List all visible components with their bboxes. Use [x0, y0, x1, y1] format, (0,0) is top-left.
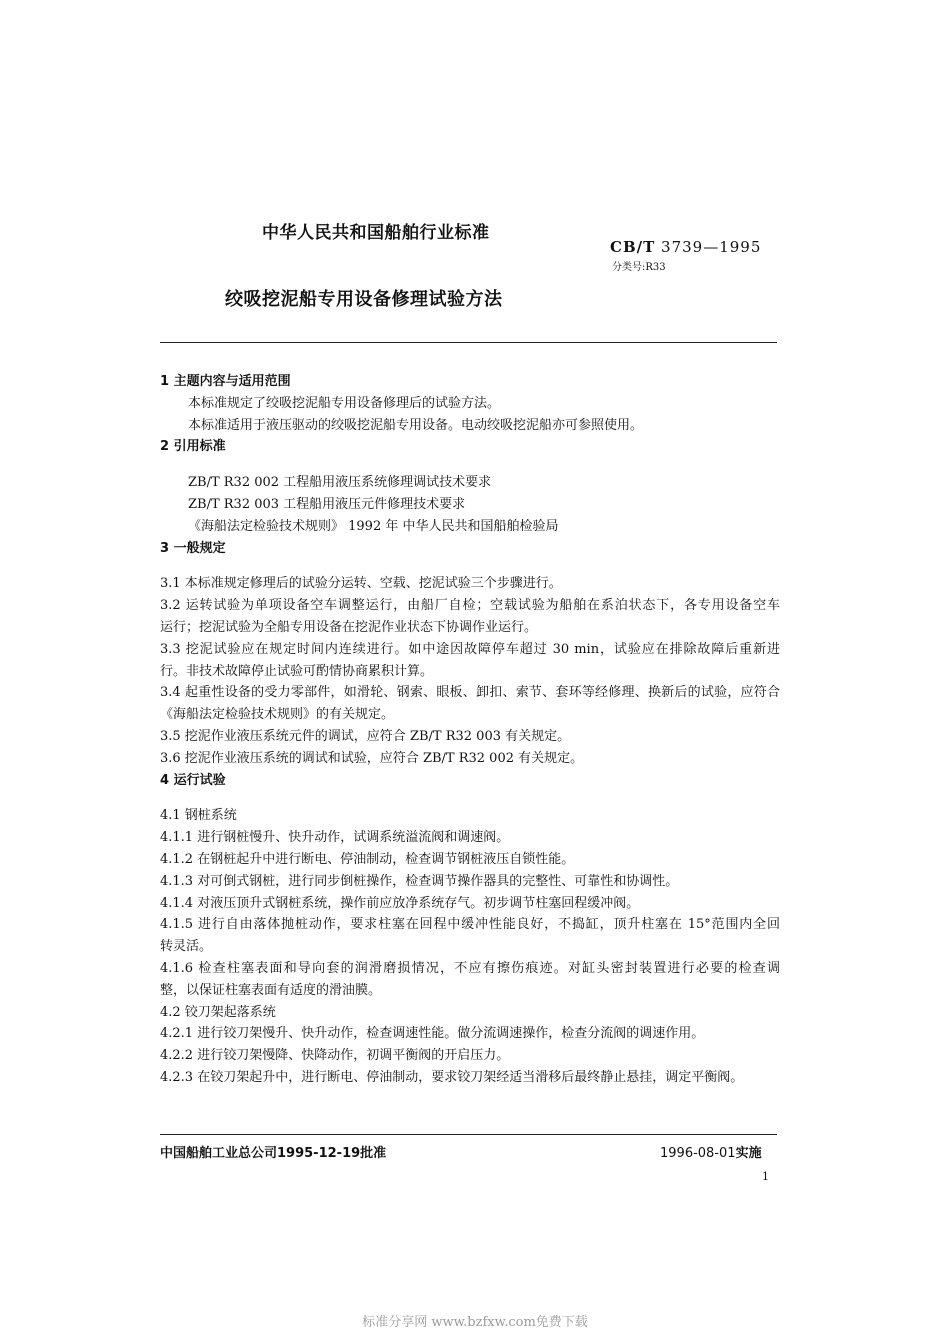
paragraph-line: 《海船法定检验技术规则》的有关规定。: [160, 707, 395, 723]
paragraph-line: 4.2.2 进行铰刀架慢降、快降动作，初调平衡阀的开启压力。: [160, 1048, 510, 1064]
paragraph-line: 3.6 挖泥作业液压系统的调试和试验，应符合 ZB/T R32 002 有关规定。: [160, 750, 584, 766]
paragraph-line: 本标准规定了绞吸挖泥船专用设备修理后的试验方法。: [188, 395, 501, 411]
paragraph-line: 4.1.2 在钢桩起升中进行断电、停油制动，检查调节钢桩液压自锁性能。: [160, 851, 575, 867]
paragraph-line: 4.1.4 对液压顶升式钢桩系统，操作前应放净系统存气。初步调节柱塞回程缓冲阀。: [160, 895, 640, 911]
paragraph-line: 3.5 挖泥作业液压系统元件的调试，应符合 ZB/T R32 003 有关规定。: [160, 728, 571, 744]
standard-code: [610, 238, 761, 256]
watermark-text: 标准分享网 www.bzfxw.com免费下载: [362, 1315, 588, 1330]
paragraph-line: 行。非技术故障停止试验可酌情协商累积计算。: [160, 663, 434, 679]
paragraph-line: 3.1 本标准规定修理后的试验分运转、空载、挖泥试验三个步骤进行。: [160, 576, 562, 592]
paragraph-line: 运行；挖泥试验为全船专用设备在挖泥作业状态下协调作业运行。: [160, 619, 538, 635]
section-heading: 3 一般规定: [160, 540, 226, 556]
standard-code-number: 3739—1995: [661, 238, 762, 256]
paragraph-line: 《海船法定检验技术规则》 1992 年 中华人民共和国船舶检验局: [188, 518, 559, 534]
paragraph-line: 3.4 起重性设备的受力零部件，如滑轮、钢索、眼板、卸扣、索节、套环等经修理、换新后的试验，应符合: [160, 685, 780, 701]
section-heading: 4 运行试验: [160, 772, 226, 788]
paragraph-line: 4.1.3 对可倒式钢桩，进行同步倒桩操作，检查调节操作器具的完整性、可靠性和协调性。: [160, 873, 679, 889]
implementation-date-value: 1996-08-01: [660, 1146, 736, 1161]
paragraph-line: 4.2.1 进行铰刀架慢升、快升动作，检查调速性能。做分流调速操作，检查分流阀的调速作用。: [160, 1026, 705, 1042]
implementation-label: 实施: [735, 1146, 762, 1161]
standard-category-title: 中华人民共和国船舶行业标准: [262, 223, 490, 243]
header-divider: [160, 342, 777, 343]
paragraph-line: 4.1.6 检查柱塞表面和导向套的润滑磨损情况，不应有擦伤痕迹。对缸头密封装置进行必要的检查调: [160, 960, 780, 976]
paragraph-line: 4.1.5 进行自由落体抛桩动作，要求柱塞在回程中缓冲性能良好，不捣缸，顶升柱塞在 15°范围内全回: [160, 917, 780, 933]
paragraph-line: 4.1 钢桩系统: [160, 808, 237, 824]
paragraph-line: ZB/T R32 002 工程船用液压系统修理调试技术要求: [188, 475, 492, 491]
paragraph-line: ZB/T R32 003 工程船用液压元件修理技术要求: [188, 496, 466, 512]
paragraph-line: 3.2 运转试验为单项设备空车调整运行，由船厂自检；空载试验为船舶在系泊状态下，各专用设备空车: [160, 598, 780, 614]
section-heading: 2 引用标准: [160, 439, 226, 455]
standard-code-prefix: CB/T: [610, 238, 656, 256]
spacer: [160, 458, 780, 472]
paragraph-line: 4.1.1 进行钢桩慢升、快升动作，试调系统溢流阀和调速阀。: [160, 830, 510, 846]
paragraph-line: 本标准适用于液压驱动的绞吸挖泥船专用设备。电动绞吸挖泥船亦可参照使用。: [188, 417, 644, 433]
document-title: 绞吸挖泥船专用设备修理试验方法: [225, 289, 503, 310]
spacer: [160, 559, 780, 573]
paragraph-line: 转灵活。: [160, 939, 213, 955]
paragraph-line: 整，以保证柱塞表面有适度的滑油膜。: [160, 982, 382, 998]
paragraph-line: 3.3 挖泥试验应在规定时间内连续进行。如中途因故障停车超过 30 min，试验应在排除故障后重新进: [160, 641, 780, 657]
classification-number: 分类号:R33: [612, 262, 666, 273]
spacer: [160, 791, 780, 805]
section-heading: 1 主题内容与适用范围: [160, 374, 291, 389]
paragraph-line: 4.2 铰刀架起落系统: [160, 1004, 276, 1020]
document-body: [160, 371, 780, 1089]
paragraph-line: 4.2.3 在铰刀架起升中，进行断电、停油制动，要求铰刀架经适当滑移后最终静止悬挂，调定平衡阀。: [160, 1069, 744, 1085]
page-number: 1: [762, 1170, 769, 1183]
footer-divider: [160, 1134, 777, 1135]
approval-statement: 中国船舶工业总公司1995-12-19批准: [160, 1146, 387, 1161]
implementation-date: [660, 1142, 762, 1161]
